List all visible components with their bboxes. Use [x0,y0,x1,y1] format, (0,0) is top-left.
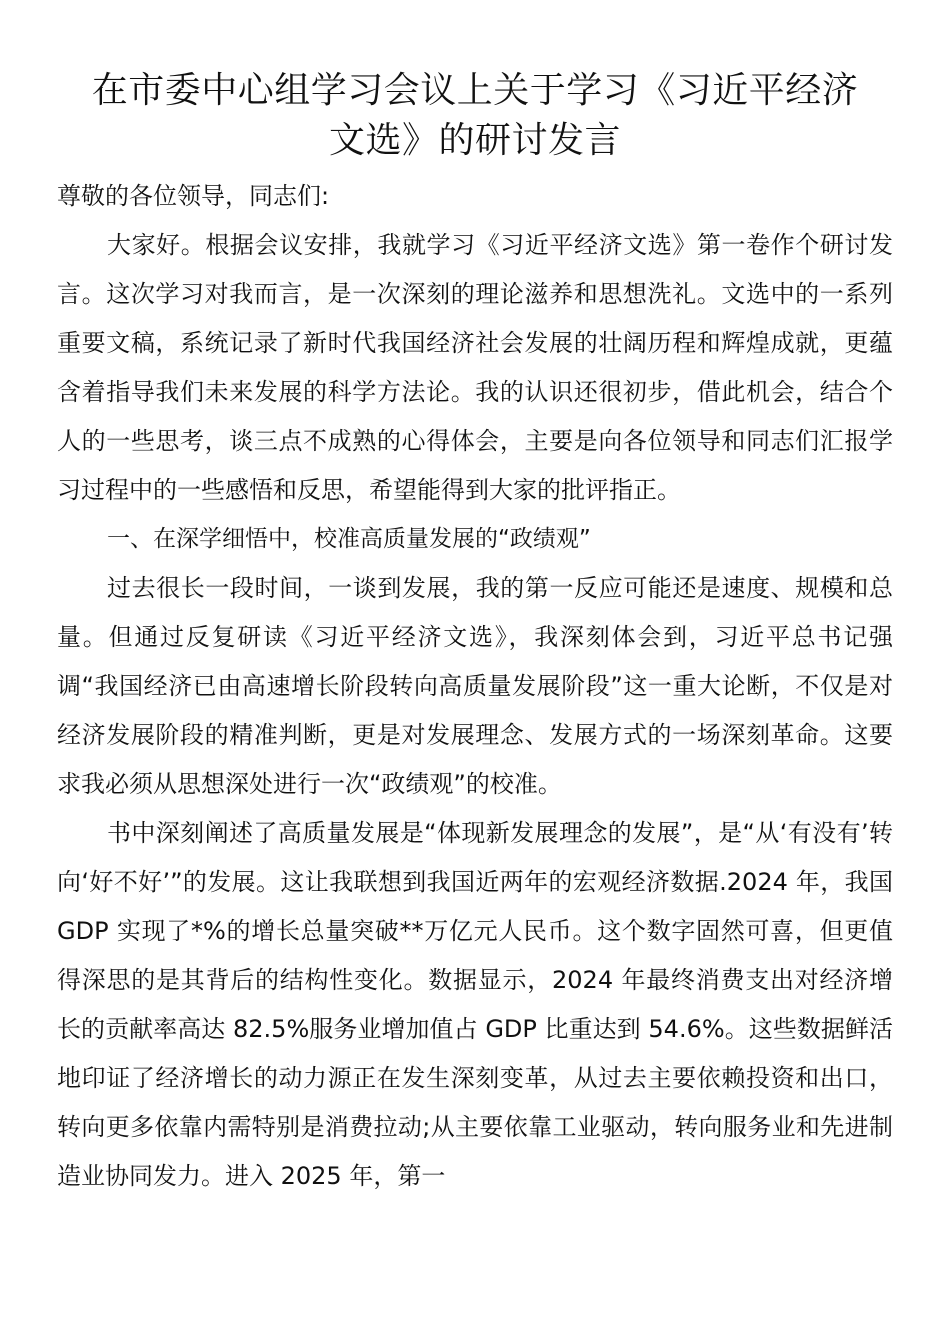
section-heading-1: 一、在深学细悟中，校准高质量发展的“政绩观” [107,526,591,552]
document-page [57,66,893,1201]
salutation: 尊敬的各位领导，同志们: [57,182,330,210]
document-title: 在市委中心组学习会议上关于学习《习近平经济文选》的研讨发言 [91,70,859,161]
paragraph-section1-a: 过去很长一段时间，一谈到发展，我的第一反应可能还是速度、规模和总量。但通过反复研读《习近平经济文选》，我深刻体会到，习近平总书记强调“我国经济已由高速增长阶段转向高质量发展阶段”这一重大论断，不仅是对经济发展阶段的精准判断，更是对发展理念、发展方式的一场深刻革命。这要求我必须从思想深处进行一次“政绩观”的校准。 [57,574,893,798]
paragraph-intro: 大家好。根据会议安排，我就学习《习近平经济文选》第一卷作个研讨发言。这次学习对我而言，是一次深刻的理论滋养和思想洗礼。文选中的一系列重要文稿，系统记录了新时代我国经济社会发展的壮阔历程和辉煌成就，更蕴含着指导我们未来发展的科学方法论。我的认识还很初步，借此机会，结合个人的一些思考，谈三点不成熟的心得体会，主要是向各位领导和同志们汇报学习过程中的一些感悟和反思，希望能得到大家的批评指正。 [57,231,893,504]
paragraph-section1-b: 书中深刻阐述了高质量发展是“体现新发展理念的发展”，是“从‘有没有’转向‘好不好’”的发展。这让我联想到我国近两年的宏观经济数据.2024 年，我国 GDP 实现了*%的增长总量突破**万亿元人民币。这个数字固然可喜，但更值得深思的是其背后的结构性变化。数据显示，2024 年最终消费支出对经济增长的贡献率高达 82.5%服务业增加值占 GDP 比重达到 54.6%。这些数据鲜活地印证了经济增长的动力源正在发生深刻变革，从过去主要依赖投资和出口，转向更多依靠内需特别是消费拉动;从主要依靠工业驱动，转向服务业和先进制造业协同发力。进入 2025 年，第一 [57,819,893,1190]
